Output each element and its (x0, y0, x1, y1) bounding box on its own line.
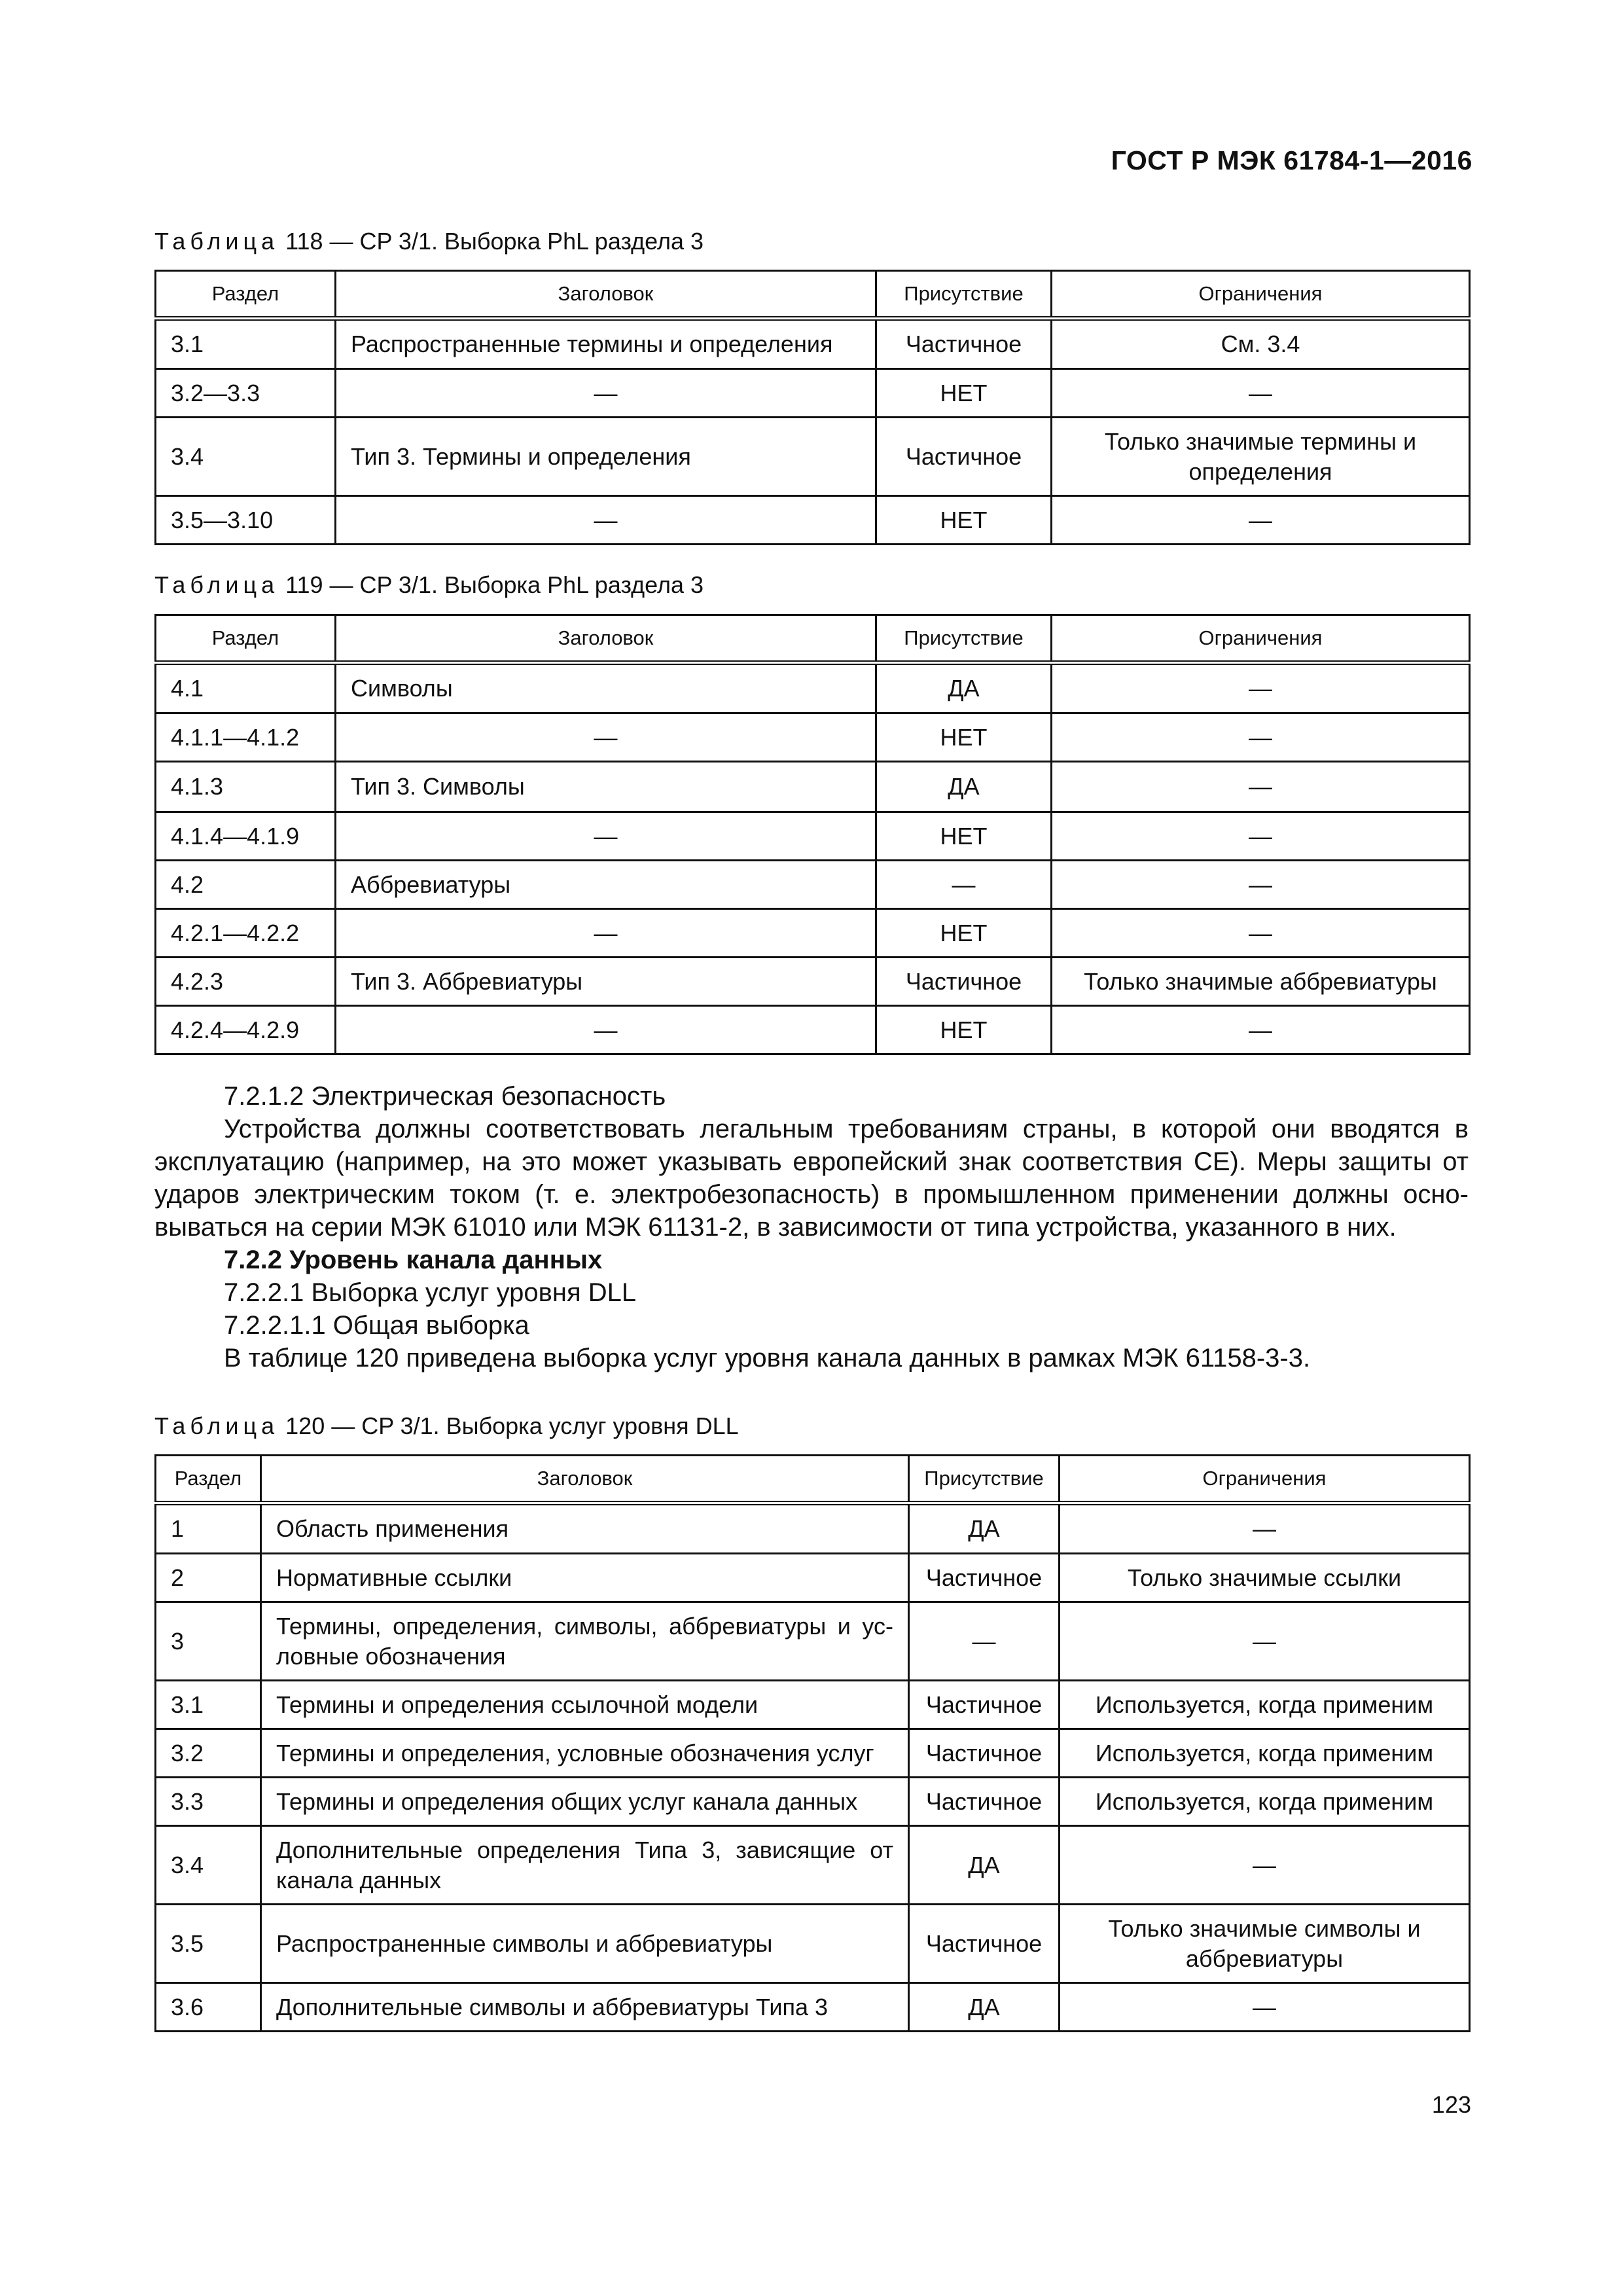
table-row (156, 762, 1470, 812)
paragraph-line: эксплуатацию (например, на это может указывать европейский знак соответствия CE). Меры защиты от (154, 1147, 1469, 1176)
cell-limitations: Только значимые аббревиатуры (1052, 958, 1470, 1006)
table-118 (154, 270, 1471, 545)
cell-presence: ДА (909, 1826, 1060, 1905)
cell-limitations: Используется, когда применим (1060, 1729, 1470, 1778)
document-header: ГОСТ Р МЭК 61784-1—2016 (1111, 145, 1472, 175)
cell-presence: Частичное (909, 1778, 1060, 1826)
cell-presence: ДА (876, 762, 1052, 812)
cell-limitations: — (1052, 369, 1470, 418)
col-header-section: Раздел (156, 615, 336, 663)
cell-section: 3.3 (156, 1778, 261, 1826)
table-row (156, 319, 1470, 369)
cell-title: Термины и определения общих услуг канала данных (261, 1778, 909, 1826)
cell-limitations: — (1060, 1503, 1470, 1554)
col-header-limitations: Ограничения (1052, 615, 1470, 663)
table-row (156, 1983, 1470, 2032)
cell-title: Термины и определения, условные обозначения услуг (261, 1729, 909, 1778)
table-row (156, 663, 1470, 713)
cell-title: Термины и определения ссылочной модели (261, 1681, 909, 1729)
caption-text: 119 — CP 3/1. Выборка PhL раздела 3 (279, 571, 704, 598)
cell-presence: — (876, 861, 1052, 909)
cell-presence: Частичное (876, 418, 1052, 496)
col-header-presence: Присутствие (909, 1456, 1060, 1503)
cell-section: 3.1 (156, 319, 336, 369)
page-number: 123 (1431, 2091, 1471, 2118)
cell-section: 3.1 (156, 1681, 261, 1729)
cell-presence: Частичное (909, 1905, 1060, 1983)
cell-limitations: — (1052, 713, 1470, 762)
cell-presence: НЕТ (876, 1006, 1052, 1054)
cell-title: — (336, 713, 876, 762)
caption-word: Таблица (154, 1412, 279, 1439)
col-header-title: Заголовок (336, 615, 876, 663)
paragraph-line: ударов электрическим током (т. е. электробезопасность) в промышленном применении должны осно- (154, 1180, 1469, 1209)
cell-limitations: Только значимые ссылки (1060, 1554, 1470, 1602)
table-118-caption (154, 228, 704, 255)
cell-title: Символы (336, 663, 876, 713)
table-row (156, 1006, 1470, 1054)
paragraph-line: Устройства должны соответствовать легальным требованиям страны, в которой они вводятся в (224, 1115, 1469, 1143)
caption-word: Таблица (154, 571, 279, 598)
cell-presence: Частичное (876, 319, 1052, 369)
cell-limitations: — (1052, 496, 1470, 545)
col-header-limitations: Ограничения (1052, 271, 1470, 319)
table-row (156, 1826, 1470, 1905)
cell-limitations: — (1052, 663, 1470, 713)
table-row (156, 958, 1470, 1006)
cell-title: — (336, 1006, 876, 1054)
cell-limitations: Используется, когда применим (1060, 1778, 1470, 1826)
section-heading-7-2-2-1-1: 7.2.2.1.1 Общая выборка (224, 1311, 529, 1340)
cell-section: 4.2.4—4.2.9 (156, 1006, 336, 1054)
cell-presence: НЕТ (876, 909, 1052, 958)
table-119 (154, 614, 1471, 1055)
table-119-caption (154, 571, 704, 599)
cell-section: 3.5—3.10 (156, 496, 336, 545)
section-heading-7-2-2-1: 7.2.2.1 Выборка услуг уровня DLL (224, 1278, 637, 1307)
table-row (156, 418, 1470, 496)
table-row (156, 1729, 1470, 1778)
cell-limitations: См. 3.4 (1052, 319, 1470, 369)
table-120-caption (154, 1412, 739, 1440)
cell-title: — (336, 909, 876, 958)
table-row (156, 1778, 1470, 1826)
cell-limitations: — (1052, 1006, 1470, 1054)
cell-section: 4.2 (156, 861, 336, 909)
col-header-limitations: Ограничения (1060, 1456, 1470, 1503)
table-row (156, 369, 1470, 418)
paragraph-line: вываться на серии МЭК 61010 или МЭК 61131-2, в зависимости от типа устройства, указанного в них. (154, 1213, 1397, 1242)
caption-word: Таблица (154, 228, 279, 255)
cell-presence: НЕТ (876, 496, 1052, 545)
table-row (156, 1602, 1470, 1681)
cell-section: 4.1.3 (156, 762, 336, 812)
col-header-section: Раздел (156, 271, 336, 319)
cell-section: 1 (156, 1503, 261, 1554)
cell-presence: ДА (909, 1503, 1060, 1554)
cell-limitations: Только значимые символы и аббревиатуры (1060, 1905, 1470, 1983)
cell-section: 4.2.3 (156, 958, 336, 1006)
cell-title: Тип 3. Термины и определения (336, 418, 876, 496)
cell-section: 4.1 (156, 663, 336, 713)
cell-section: 3.2 (156, 1729, 261, 1778)
cell-title: Аббревиатуры (336, 861, 876, 909)
cell-title: Распространенные символы и аббревиатуры (261, 1905, 909, 1983)
cell-section: 3.2—3.3 (156, 369, 336, 418)
table-120 (154, 1454, 1471, 2032)
cell-presence: Частичное (909, 1729, 1060, 1778)
table-row (156, 1554, 1470, 1602)
col-header-presence: Присутствие (876, 615, 1052, 663)
cell-limitations: — (1060, 1983, 1470, 2032)
table-row (156, 812, 1470, 861)
cell-presence: ДА (909, 1983, 1060, 2032)
col-header-presence: Присутствие (876, 271, 1052, 319)
cell-limitations: — (1060, 1602, 1470, 1681)
cell-limitations: — (1052, 812, 1470, 861)
cell-presence: НЕТ (876, 812, 1052, 861)
cell-limitations: — (1052, 762, 1470, 812)
table-row (156, 496, 1470, 545)
table-row (156, 1905, 1470, 1983)
section-heading-7-2-1-2: 7.2.1.2 Электрическая безопасность (224, 1082, 666, 1111)
cell-limitations: — (1052, 909, 1470, 958)
cell-section: 4.1.4—4.1.9 (156, 812, 336, 861)
cell-presence: — (909, 1602, 1060, 1681)
section-heading-7-2-2: 7.2.2 Уровень канала данных (224, 1246, 603, 1274)
caption-text: 120 — CP 3/1. Выборка услуг уровня DLL (279, 1412, 739, 1439)
col-header-title: Заголовок (261, 1456, 909, 1503)
paragraph-line: В таблице 120 приведена выборка услуг уровня канала данных в рамках МЭК 61158-3-3. (224, 1344, 1311, 1372)
cell-presence: Частичное (909, 1554, 1060, 1602)
col-header-title: Заголовок (336, 271, 876, 319)
table-row (156, 909, 1470, 958)
cell-section: 2 (156, 1554, 261, 1602)
cell-title: Дополнительные определения Типа 3, зависящие от канала данных (261, 1826, 909, 1905)
cell-presence: ДА (876, 663, 1052, 713)
cell-title: Область применения (261, 1503, 909, 1554)
cell-limitations: Используется, когда применим (1060, 1681, 1470, 1729)
table-row (156, 861, 1470, 909)
cell-presence: НЕТ (876, 369, 1052, 418)
cell-title: Нормативные ссылки (261, 1554, 909, 1602)
cell-section: 3.4 (156, 418, 336, 496)
cell-title: Распространенные термины и определения (336, 319, 876, 369)
cell-title: Дополнительные символы и аббревиатуры Типа 3 (261, 1983, 909, 2032)
cell-section: 3.6 (156, 1983, 261, 2032)
cell-limitations: Только значимые термины и определения (1052, 418, 1470, 496)
caption-text: 118 — CP 3/1. Выборка PhL раздела 3 (279, 228, 704, 255)
cell-title: Термины, определения, символы, аббревиатуры и ус-ловные обозначения (261, 1602, 909, 1681)
cell-section: 4.2.1—4.2.2 (156, 909, 336, 958)
cell-title: — (336, 496, 876, 545)
cell-section: 3.5 (156, 1905, 261, 1983)
col-header-section: Раздел (156, 1456, 261, 1503)
cell-section: 4.1.1—4.1.2 (156, 713, 336, 762)
cell-title: Тип 3. Аббревиатуры (336, 958, 876, 1006)
cell-limitations: — (1052, 861, 1470, 909)
cell-title: — (336, 812, 876, 861)
cell-presence: Частичное (876, 958, 1052, 1006)
cell-title: Тип 3. Символы (336, 762, 876, 812)
cell-title: — (336, 369, 876, 418)
cell-section: 3.4 (156, 1826, 261, 1905)
table-row (156, 1503, 1470, 1554)
cell-presence: Частичное (909, 1681, 1060, 1729)
table-row (156, 713, 1470, 762)
cell-section: 3 (156, 1602, 261, 1681)
cell-presence: НЕТ (876, 713, 1052, 762)
cell-limitations: — (1060, 1826, 1470, 1905)
body-text (154, 1080, 1469, 1374)
table-row (156, 1681, 1470, 1729)
